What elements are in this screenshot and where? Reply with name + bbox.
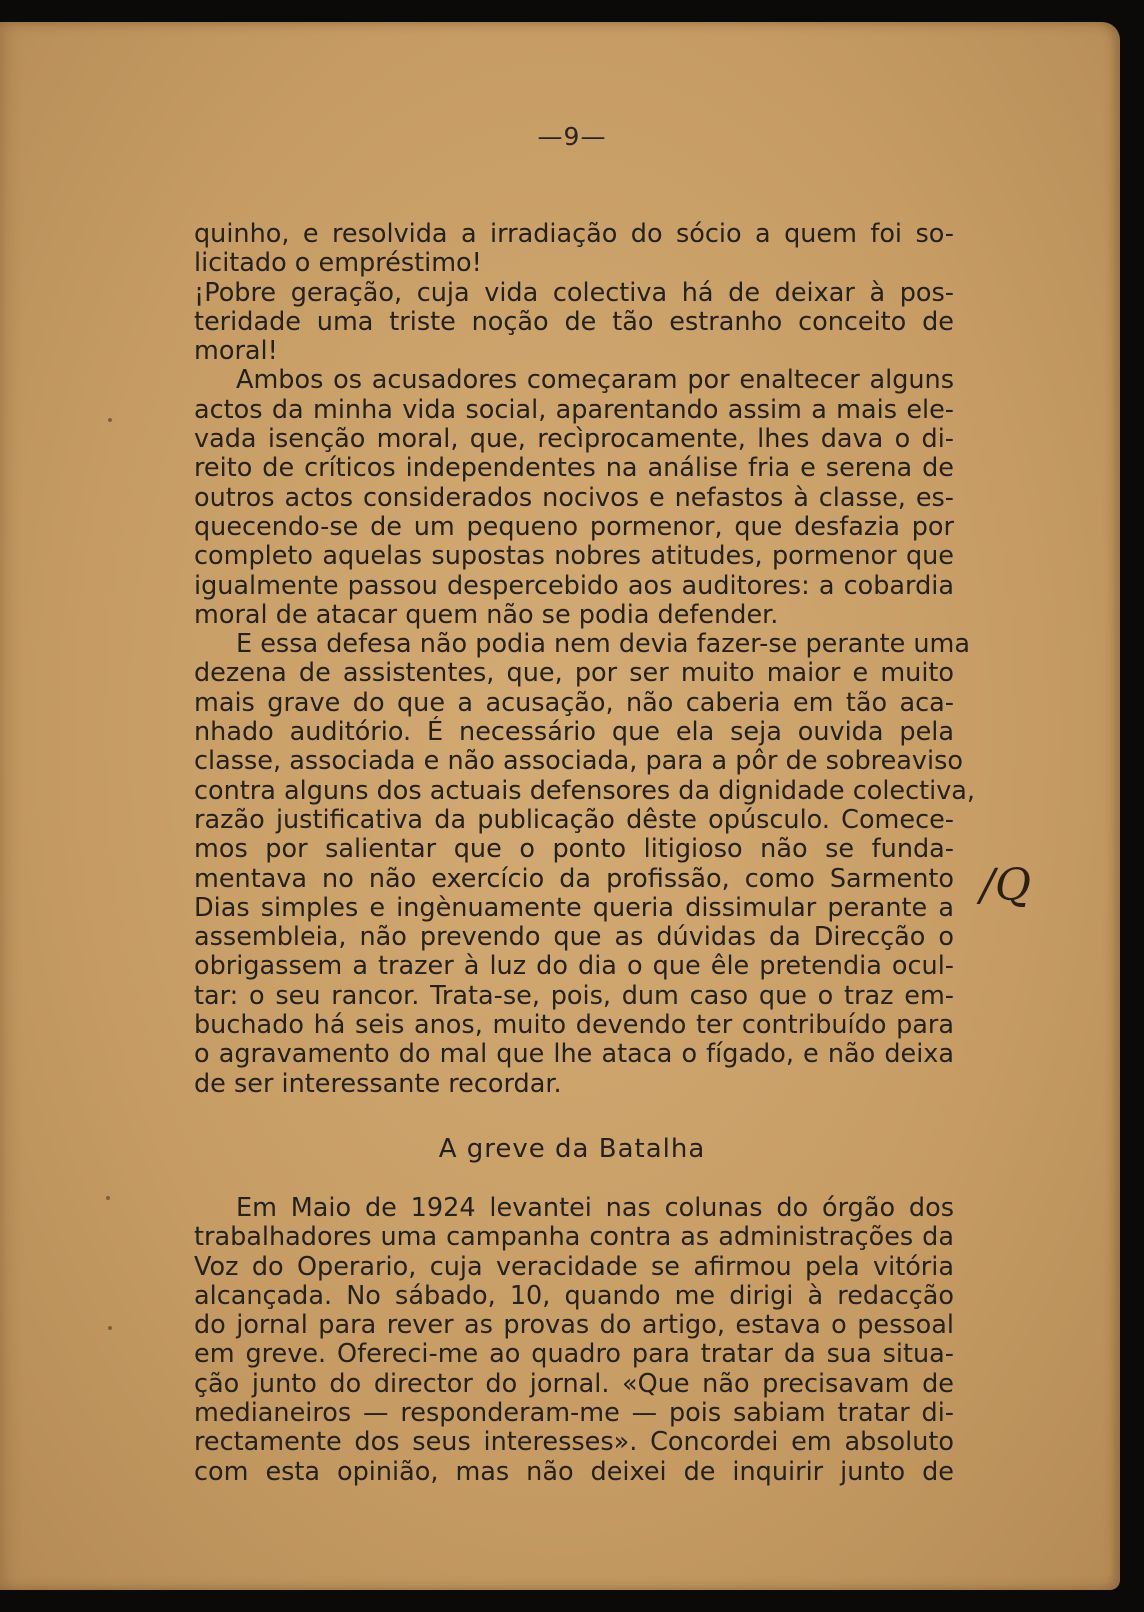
- text-line: completo aquelas supostas nobres atitudes, pormenor que: [194, 541, 954, 572]
- text-line: classe, associada e não associada, para a pôr de sobreaviso: [194, 746, 963, 777]
- page-number: —9—: [537, 122, 607, 151]
- paper-speck: [108, 1326, 112, 1330]
- text-line: contra alguns dos actuais defensores da dignidade colectiva,: [194, 775, 976, 806]
- text-line: moral de atacar quem não se podia defender.: [194, 599, 779, 630]
- text-line: E essa defesa não podia nem devia fazer-se perante uma: [236, 629, 971, 660]
- body-text-section-2: [194, 1194, 954, 1487]
- paper-speck: [108, 418, 112, 422]
- text-line: medianeiros — responderam-me — pois sabiam tratar di-: [194, 1398, 954, 1429]
- text-line: teridade uma triste noção de tão estranho conceito de: [194, 306, 954, 337]
- text-line: o agravamento do mal que lhe ataca o fígado, e não deixa: [194, 1039, 954, 1070]
- text-line: vada isenção moral, que, recìprocamente, lhes dava o di-: [194, 424, 954, 455]
- text-line: Em Maio de 1924 levantei nas colunas do órgão dos: [236, 1193, 954, 1223]
- text-line: reito de críticos independentes na análise fria e serena de: [194, 453, 954, 484]
- text-line: razão justificativa da publicação dêste opúsculo. Comece-: [194, 804, 954, 835]
- text-line: buchado há seis anos, muito devendo ter contribuído para: [194, 1010, 954, 1041]
- text-line: mos por salientar que o ponto litigioso não se funda-: [194, 834, 954, 865]
- text-line: mentava no não exercício da profissão, como Sarmento: [194, 863, 954, 894]
- text-line: Voz do Operario, cuja veracidade se afirmou pela vitória: [194, 1251, 954, 1282]
- text-line: obrigassem a trazer à luz do dia o que êle pretendia ocul-: [194, 951, 954, 982]
- text-line: ção junto do director do jornal. «Que não precisavam de: [194, 1368, 954, 1399]
- text-line: quinho, e resolvida a irradiação do sócio a quem foi so-: [194, 219, 954, 249]
- text-line: em greve. Ofereci-me ao quadro para tratar da sua situa-: [194, 1339, 954, 1370]
- text-line: quecendo-se de um pequeno pormenor, que desfazia por: [194, 511, 954, 542]
- text-line: com esta opinião, mas não deixei de inquirir junto de: [194, 1456, 954, 1487]
- text-line: nhado auditório. É necessário que ela seja ouvida pela: [194, 717, 954, 748]
- text-line: licitado o empréstimo!: [194, 248, 482, 279]
- text-line: do jornal para rever as provas do artigo, estava o pessoal: [194, 1310, 954, 1341]
- text-line: igualmente passou despercebido aos auditores: a cobardia: [194, 570, 954, 601]
- text-line: outros actos considerados nocivos e nefastos à classe, es-: [194, 482, 954, 513]
- text-line: assembleia, não prevendo que as dúvidas da Direcção o: [194, 922, 954, 953]
- text-line: moral!: [194, 336, 278, 367]
- text-line: tar: o seu rancor. Trata-se, pois, dum caso que o traz em-: [194, 980, 954, 1011]
- text-line: actos da minha vida social, aparentando assim a mais ele-: [194, 394, 954, 425]
- text-line: Ambos os acusadores começaram por enaltecer alguns: [236, 365, 954, 396]
- text-line: rectamente dos seus interesses». Concordei em absoluto: [194, 1427, 954, 1458]
- paper-speck: [106, 1196, 110, 1200]
- body-text-section-1: [194, 219, 976, 1099]
- text-line: alcançada. No sábado, 10, quando me dirigi à redacção: [194, 1280, 954, 1311]
- text-line: mais grave do que a acusação, não caberia em tão aca-: [194, 687, 954, 718]
- text-line: Dias simples e ingènuamente queria dissimular perante a: [194, 892, 954, 923]
- section-heading: A greve da Batalha: [438, 1134, 706, 1164]
- text-line: trabalhadores uma campanha contra as administrações da: [194, 1222, 954, 1253]
- text-line: de ser interessante recordar.: [194, 1068, 562, 1099]
- handwritten-margin-annotation: /Q: [980, 860, 1031, 911]
- text-line: ¡Pobre geração, cuja vida colectiva há de deixar à pos-: [194, 277, 954, 308]
- text-line: dezena de assistentes, que, por ser muito maior e muito: [194, 658, 954, 689]
